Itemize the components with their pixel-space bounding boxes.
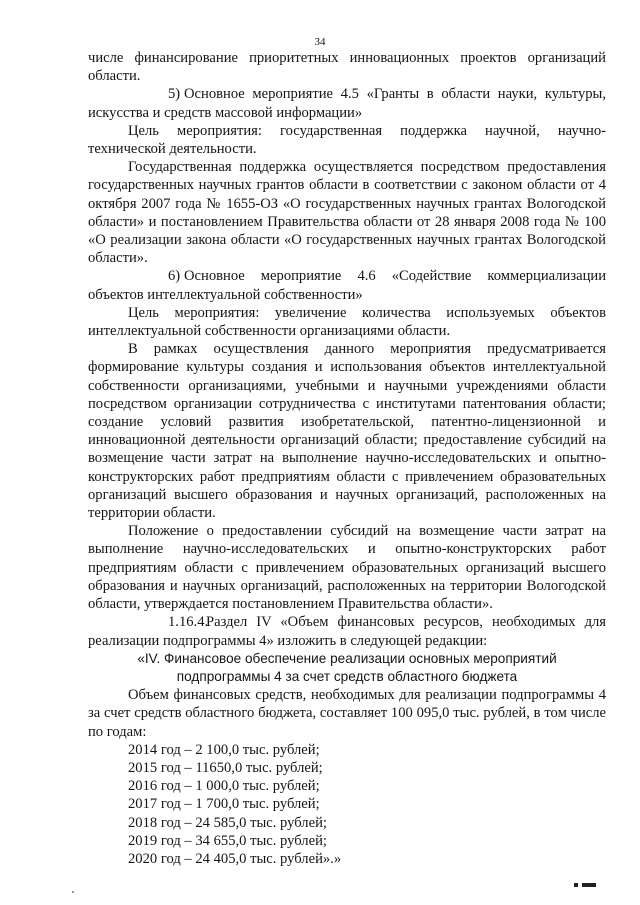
scan-barcode-mark — [582, 883, 596, 887]
yearly-funding-list — [88, 741, 606, 868]
paragraph-ip-measures: В рамках осуществления данного мероприятия предусматривается формирование культуры создания и использования объектов интеллектуальной собственности организациями, учебными и научными учреждениями области посредством организации сотрудничества с институтами патентования области; создание условий развития изобретательской, патентно-лицензионной и инновационной деятельности организаций области; предоставление субсидий на возмещение части затрат на выполнение научно-исследовательских и опытно-конструкторских работ предприятиям области с привлечением образовательных организаций высшего образования и научных организаций, расположенных на территории области. — [88, 341, 606, 522]
paragraph-subsidy-regulation: Положение о предоставлении субсидий на возмещение части затрат на выполнение научно-исследовательских и опытно-конструкторских работ предприятиям области с привлечением образовательных организаций высшего образования и научных организаций, расположенных на территории Вологодской области, утверждается постановлением Правительства области». — [88, 523, 606, 613]
paragraph-measure-4-6 — [88, 267, 606, 303]
funding-year-2014: 2014 год – 2 100,0 тыс. рублей; — [128, 741, 320, 758]
funding-year-2017: 2017 год – 1 700,0 тыс. рублей; — [128, 796, 320, 813]
paragraph-total-funding: Объем финансовых средств, необходимых для реализации подпрограммы 4 за счет средств областного бюджета, составляет 100 095,0 тыс. рублей, в том числе по годам: — [88, 687, 606, 740]
paragraph-section-iv-amendment — [88, 613, 606, 649]
section-heading-line-1: «IV. Финансовое обеспечение реализации основных мероприятий — [137, 650, 557, 666]
paragraph-goal-4-5: Цель мероприятия: государственная поддержка научной, научно-технической деятельности. — [88, 122, 606, 158]
measure-4-5-text: Основное мероприятие 4.5 «Гранты в области науки, культуры, искусства и средств массовой информации» — [88, 86, 606, 121]
measure-4-6-text: Основное мероприятие 4.6 «Содействие коммерциализации объектов интеллектуальной собственности» — [88, 268, 606, 303]
paragraph-measure-4-5 — [88, 85, 606, 121]
paragraph-goal-4-6: Цель мероприятия: увеличение количества используемых объектов интеллектуальной собственности организациями области. — [88, 304, 606, 340]
funding-year-2018: 2018 год – 24 585,0 тыс. рублей; — [128, 814, 327, 831]
paragraph-state-support: Государственная поддержка осуществляется посредством предоставления государственных научных грантов области в соответствии с законом области от 4 октября 2007 года № 1655-ОЗ «О государственных научных грантах Вологодской области» и постановлением Правительства области от 28 января 2008 года № 100 «О реализации закона области «О государственных научных грантах Вологодской области». — [88, 159, 606, 267]
section-heading-line-2: подпрограммы 4 за счет средств областного бюджета — [176, 668, 518, 684]
funding-year-2016: 2016 год – 1 000,0 тыс. рублей; — [128, 778, 320, 795]
subsection-number: 1.16.4. — [168, 614, 209, 631]
funding-year-2019: 2019 год – 34 655,0 тыс. рублей; — [128, 832, 327, 849]
item-number-5: 5) — [168, 86, 181, 103]
paragraph-financing-continuation: числе финансирование приоритетных инновационных проектов организаций области. — [88, 50, 606, 85]
document-body — [88, 49, 606, 868]
page-number: 34 — [314, 36, 326, 48]
item-number-6: 6) — [168, 268, 181, 285]
funding-year-2015: 2015 год – 11650,0 тыс. рублей; — [128, 759, 323, 776]
scan-speck — [72, 891, 74, 893]
section-iv-amendment-text: Раздел IV «Объем финансовых ресурсов, необходимых для реализации подпрограммы 4» изложить в следующей редакции: — [88, 614, 606, 649]
funding-year-2020: 2020 год – 24 405,0 тыс. рублей».» — [128, 850, 342, 867]
